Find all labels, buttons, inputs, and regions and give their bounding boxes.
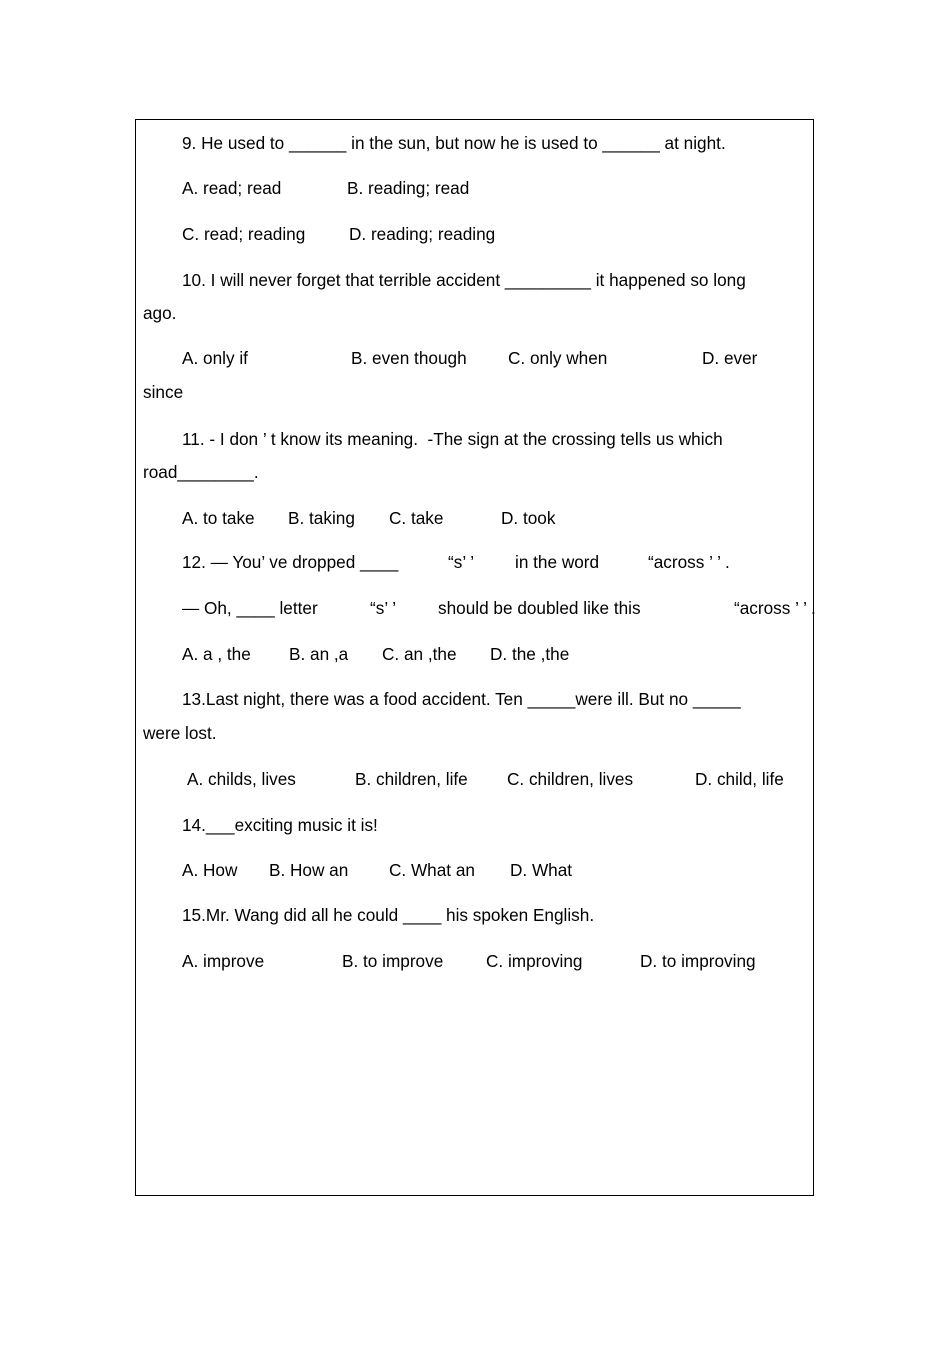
q10-option-b: B. even though — [351, 348, 467, 368]
q15-option-a: A. improve — [182, 951, 265, 971]
q13-option-c: C. children, lives — [507, 769, 634, 789]
q10-option-a: A. only if — [182, 348, 248, 368]
q11-option-a: A. to take — [182, 508, 255, 528]
q15-option-b: B. to improve — [342, 951, 444, 971]
q10-stem-line2: ago. — [143, 303, 177, 323]
q10-stem-line1: 10. I will never forget that terrible accident _________ it happened so long — [182, 270, 746, 290]
q9-option-a: A. read; read — [182, 178, 282, 198]
q13-option-b: B. children, life — [355, 769, 468, 789]
q12-option-d: D. the ,the — [490, 644, 570, 664]
q12-option-a: A. a , the — [182, 644, 251, 664]
q12-line2-part3: should be doubled like this — [438, 598, 641, 618]
q11-option-c: C. take — [389, 508, 444, 528]
q13-stem-line2: were lost. — [143, 723, 217, 743]
q14-option-a: A. How — [182, 860, 238, 880]
q14-option-b: B. How an — [269, 860, 349, 880]
q12-line1-part1: 12. — You’ ve dropped ____ — [182, 552, 399, 572]
q15-stem: 15.Mr. Wang did all he could ____ his spoken English. — [182, 905, 595, 925]
q10-option-d: D. ever — [702, 348, 758, 368]
q12-line2-part2: “s’ ’ — [370, 598, 397, 618]
q12-line1-part3: in the word — [515, 552, 600, 572]
q11-option-d: D. took — [501, 508, 556, 528]
q9-option-d: D. reading; reading — [349, 224, 496, 244]
q15-option-d: D. to improving — [640, 951, 756, 971]
q11-option-b: B. taking — [288, 508, 355, 528]
q13-option-d: D. child, life — [695, 769, 784, 789]
q10-option-d-continued: since — [143, 382, 184, 402]
q9-stem: 9. He used to ______ in the sun, but now he is used to ______ at night. — [182, 133, 726, 153]
q10-option-c: C. only when — [508, 348, 608, 368]
q14-stem: 14.___exciting music it is! — [182, 815, 378, 835]
q13-option-a: A. childs, lives — [187, 769, 296, 789]
q14-option-d: D. What — [510, 860, 573, 880]
q9-option-c: C. read; reading — [182, 224, 306, 244]
q12-option-c: C. an ,the — [382, 644, 457, 664]
q11-stem-line1: 11. - I don ’ t know its meaning. -The sign at the crossing tells us which — [182, 429, 723, 449]
q12-line2-part4: “across ’ ’ . — [734, 598, 816, 618]
q9-option-b: B. reading; read — [347, 178, 470, 198]
q14-option-c: C. What an — [389, 860, 475, 880]
q12-line1-part2: “s’ ’ — [448, 552, 475, 572]
q13-stem-line1: 13.Last night, there was a food accident. Ten _____were ill. But no _____ — [182, 689, 741, 709]
q15-option-c: C. improving — [486, 951, 583, 971]
q12-option-b: B. an ,a — [289, 644, 349, 664]
q12-line1-part4: “across ’ ’ . — [648, 552, 730, 572]
q11-stem-line2: road________. — [143, 462, 259, 482]
q12-line2-part1: — Oh, ____ letter — [182, 598, 318, 618]
